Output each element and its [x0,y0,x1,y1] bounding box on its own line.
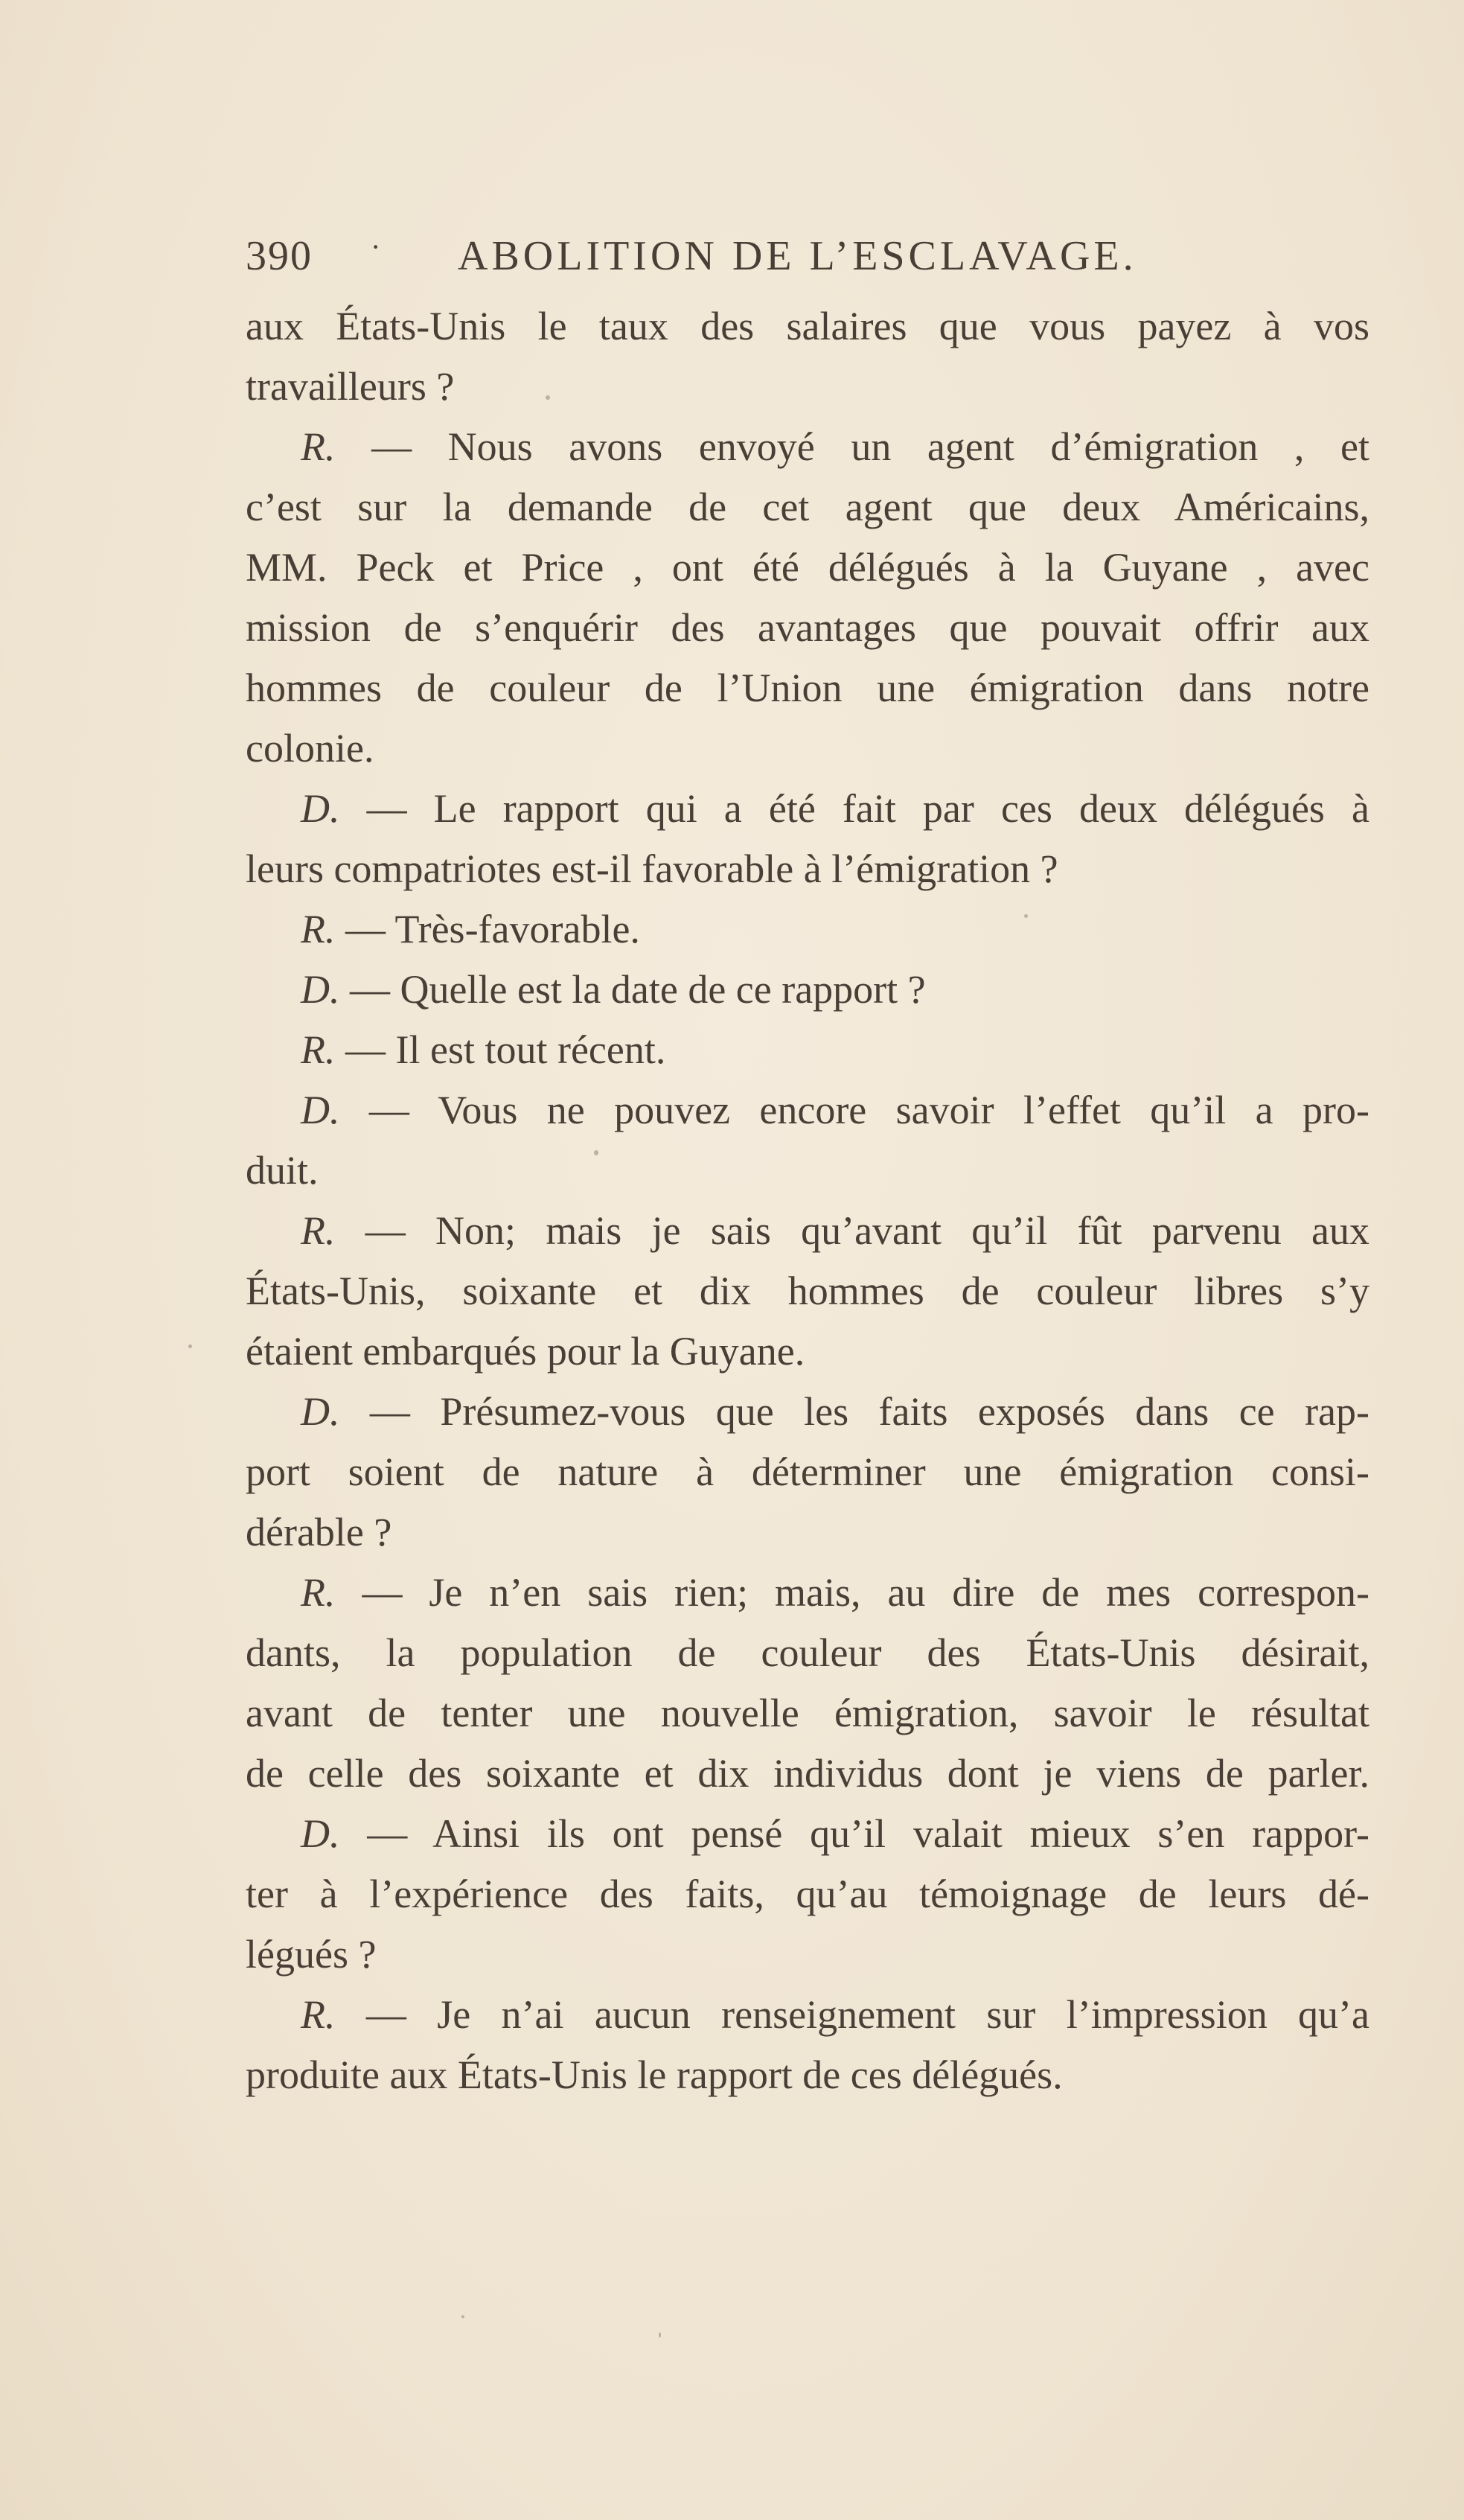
speaker-label: D. [301,1389,340,1434]
body-text [246,296,1369,2105]
running-title: ABOLITION DE L’ESCLAVAGE. [458,233,1137,279]
speaker-label: R. [301,907,336,951]
speaker-label: D. [301,1811,340,1856]
text-line: travailleurs ? [246,364,455,409]
text-line: R. — Il est tout récent. [301,1027,666,1072]
text-line: R. — Je n’ai aucun renseignement sur l’impression qu’a [301,1992,1369,2037]
text-line: D. — Présumez-vous que les faits exposés dans ce rap- [301,1389,1369,1434]
page-number: 390 [246,233,313,279]
speaker-label: R. [301,424,336,469]
text-line: D. — Ainsi ils ont pensé qu’il valait mieux s’en rappor- [301,1811,1369,1856]
text-line: R. — Très-favorable. [301,907,640,951]
text-line: produite aux États-Unis le rapport de ces délégués. [246,2052,1063,2097]
text-line: de celle des soixante et dix individus dont je viens de parler. [246,1751,1369,1796]
text-line: leurs compatriotes est-il favorable à l’émigration ? [246,846,1058,891]
text-line: R. — Nous avons envoyé un agent d’émigration , et [301,424,1369,469]
paper-speck [594,1150,598,1155]
text-line: duit. [246,1148,319,1193]
paper-speck [659,2332,661,2338]
text-line: D. — Quelle est la date de ce rapport ? [301,967,926,1012]
speaker-label: R. [301,1570,336,1615]
text-line: États-Unis, soixante et dix hommes de couleur libres s’y [246,1269,1369,1313]
text-line: D. — Le rapport qui a été fait par ces deux délégués à [301,786,1369,831]
text-line: légués ? [246,1932,377,1977]
paper-speck [1024,914,1028,918]
text-line: aux États-Unis le taux des salaires que vous payez à vos [246,304,1369,348]
header-separator: · [371,230,383,264]
speaker-label: D. [301,1088,340,1132]
text-line: MM. Peck et Price , ont été délégués à la Guyane , avec [246,545,1369,590]
text-line: R. — Non; mais je sais qu’avant qu’il fût parvenu aux [301,1208,1369,1253]
paper-speck [188,1344,192,1348]
text-line: étaient embarqués pour la Guyane. [246,1329,805,1374]
text-line: dérable ? [246,1510,392,1554]
speaker-label: D. [301,967,340,1012]
speaker-label: R. [301,1208,336,1253]
text-line: colonie. [246,726,374,771]
text-line: port soient de nature à déterminer une émigration consi- [246,1449,1369,1494]
text-line: hommes de couleur de l’Union une émigration dans notre [246,666,1369,710]
text-line: ter à l’expérience des faits, qu’au témoignage de leurs dé- [246,1872,1369,1916]
speaker-label: D. [301,786,340,831]
page-header [246,232,1161,284]
paper-speck [461,2315,464,2318]
speaker-label: R. [301,1027,336,1072]
text-line: mission de s’enquérir des avantages que pouvait offrir aux [246,605,1369,650]
text-line: c’est sur la demande de cet agent que deux Américains, [246,485,1369,529]
text-line: R. — Je n’en sais rien; mais, au dire de mes correspon- [301,1570,1369,1615]
text-line: dants, la population de couleur des États-Unis désirait, [246,1630,1369,1675]
paper-speck [546,395,550,400]
text-line: avant de tenter une nouvelle émigration, savoir le résultat [246,1691,1369,1735]
speaker-label: R. [301,1992,336,2037]
text-line: D. — Vous ne pouvez encore savoir l’effet qu’il a pro- [301,1088,1369,1132]
